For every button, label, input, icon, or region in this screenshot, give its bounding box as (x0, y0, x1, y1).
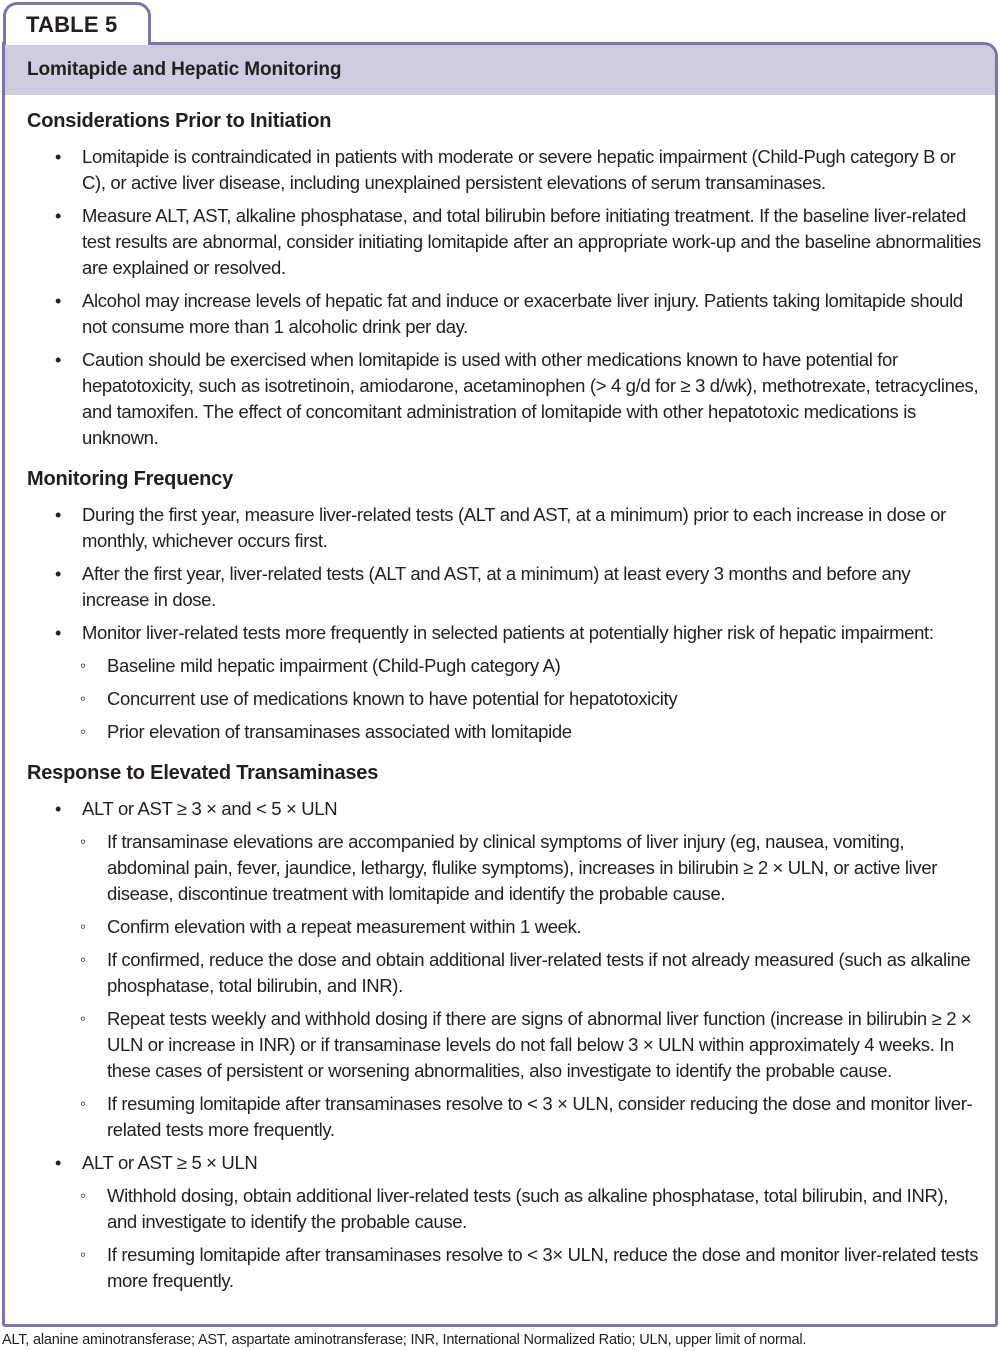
bullet-item (27, 719, 981, 745)
disc-bullet-icon: • (55, 147, 61, 167)
circle-bullet-icon: ◦ (80, 689, 86, 708)
bullet-item-text: Measure ALT, AST, alkaline phosphatase, and total bilirubin before initiating treatment. If the baseline liver-related test results are abnormal, consider initiating lomitapide after an appropriate work-up and the baseline abnormalities are explained or resolved. (82, 205, 981, 278)
bullet-item (27, 1091, 981, 1143)
disc-bullet-icon: • (55, 350, 61, 370)
bullet-item-text: During the first year, measure liver-related tests (ALT and AST, at a minimum) prior to each increase in dose or monthly, whichever occurs first. (82, 504, 946, 551)
bullet-item-text: If resuming lomitapide after transaminases resolve to < 3 × ULN, consider reducing the dose and monitor liver-related tests more frequently. (107, 1093, 973, 1140)
section-items (27, 144, 981, 451)
bullet-item (27, 561, 981, 613)
disc-bullet-icon: • (55, 1153, 61, 1173)
table-number-label: TABLE 5 (26, 12, 118, 37)
bullet-item-text: Monitor liver-related tests more frequently in selected patients at potentially higher risk of hepatic impairment: (82, 622, 934, 643)
circle-bullet-icon: ◦ (80, 1009, 86, 1028)
bullet-item (27, 947, 981, 999)
bullet-item-text: Lomitapide is contraindicated in patients with moderate or severe hepatic impairment (Child-Pugh category B or C), or active liver disease, including unexplained persistent elevations of serum transaminases. (82, 146, 956, 193)
circle-bullet-icon: ◦ (80, 950, 86, 969)
bullet-item (27, 653, 981, 679)
bullet-item-text: Prior elevation of transaminases associated with lomitapide (107, 721, 572, 742)
bullet-item-text: After the first year, liver-related tests (ALT and AST, at a minimum) at least every 3 months and before any increase in dose. (82, 563, 911, 610)
disc-bullet-icon: • (55, 206, 61, 226)
bullet-item (27, 686, 981, 712)
bullet-item-text: If confirmed, reduce the dose and obtain additional liver-related tests if not already measured (such as alkaline phosphatase, total bilirubin, and INR). (107, 949, 971, 996)
section (27, 761, 981, 1294)
bullet-item (27, 914, 981, 940)
bullet-item (27, 620, 981, 646)
bullet-item-text: ALT or AST ≥ 3 × and < 5 × ULN (82, 798, 338, 819)
circle-bullet-icon: ◦ (80, 656, 86, 675)
section-heading-2: Monitoring Frequency (27, 468, 234, 490)
table-container (2, 42, 998, 1327)
circle-bullet-icon: ◦ (80, 917, 86, 936)
bullet-item-text: Withhold dosing, obtain additional liver-related tests (such as alkaline phosphatase, total bilirubin, and INR), and investigate to identify the probable cause. (107, 1185, 949, 1232)
bullet-item (27, 288, 981, 340)
circle-bullet-icon: ◦ (80, 1186, 86, 1205)
section (27, 467, 981, 745)
bullet-item (27, 144, 981, 196)
disc-bullet-icon: • (55, 799, 61, 819)
disc-bullet-icon: • (55, 623, 61, 643)
disc-bullet-icon: • (55, 505, 61, 525)
section-heading-1: Considerations Prior to Initiation (27, 110, 332, 132)
bullet-item (27, 502, 981, 554)
bullet-item (27, 1150, 981, 1176)
disc-bullet-icon: • (55, 564, 61, 584)
bullet-item (27, 796, 981, 822)
bullet-item-text: Caution should be exercised when lomitapide is used with other medications known to have potential for hepatotoxicity, such as isotretinoin, amiodarone, acetaminophen (> 4 g/d for ≥ 3 d/wk), methotrexate, tetracyclines, and tamoxifen. The effect of concomitant administration of lomitapide with other hepatotoxic medications is unknown. (82, 349, 979, 448)
bullet-item-text: Repeat tests weekly and withhold dosing if there are signs of abnormal liver function (increase in bilirubin ≥ 2 × ULN or increase in INR) or if transaminase levels do not fall below 3 × ULN within approximately 4 weeks. In these cases of persistent or worsening abnormalities, also investigate to identify the probable cause. (107, 1008, 972, 1081)
bullet-item (27, 1183, 981, 1235)
section-heading-3: Response to Elevated Transaminases (27, 762, 379, 784)
bullet-item (27, 1242, 981, 1294)
bullet-item-text: Confirm elevation with a repeat measurement within 1 week. (107, 916, 582, 937)
section-items (27, 796, 981, 1294)
circle-bullet-icon: ◦ (80, 1094, 86, 1113)
bullet-item (27, 347, 981, 451)
table-title: Lomitapide and Hepatic Monitoring (27, 59, 342, 80)
bullet-item-text: If resuming lomitapide after transaminases resolve to < 3× ULN, reduce the dose and monitor liver-related tests more frequently. (107, 1244, 979, 1291)
bullet-item (27, 1006, 981, 1084)
circle-bullet-icon: ◦ (80, 1245, 86, 1264)
bullet-item-text: Alcohol may increase levels of hepatic fat and induce or exacerbate liver injury. Patients taking lomitapide should not consume more than 1 alcoholic drink per day. (82, 290, 963, 337)
disc-bullet-icon: • (55, 291, 61, 311)
bullet-item-text: If transaminase elevations are accompanied by clinical symptoms of liver injury (eg, nausea, vomiting, abdominal pain, fever, jaundice, lethargy, flulike symptoms), increases in bilirubin ≥ 2 × ULN, or active liver disease, discontinue treatment with lomitapide and identify the probable cause. (107, 831, 938, 904)
table-number-tab (3, 2, 151, 45)
circle-bullet-icon: ◦ (80, 722, 86, 741)
circle-bullet-icon: ◦ (80, 832, 86, 851)
bullet-item (27, 829, 981, 907)
bullet-item-text: Concurrent use of medications known to have potential for hepatotoxicity (107, 688, 678, 709)
section-items (27, 502, 981, 745)
table-title-bar (5, 45, 995, 95)
bullet-item-text: Baseline mild hepatic impairment (Child-Pugh category A) (107, 655, 561, 676)
bullet-item (27, 203, 981, 281)
section (27, 109, 981, 451)
table-body (5, 95, 995, 1309)
bullet-item-text: ALT or AST ≥ 5 × ULN (82, 1152, 258, 1173)
abbreviations-footnote: ALT, alanine aminotransferase; AST, aspartate aminotransferase; INR, International Normalized Ratio; ULN, upper limit of normal. (2, 1332, 807, 1348)
